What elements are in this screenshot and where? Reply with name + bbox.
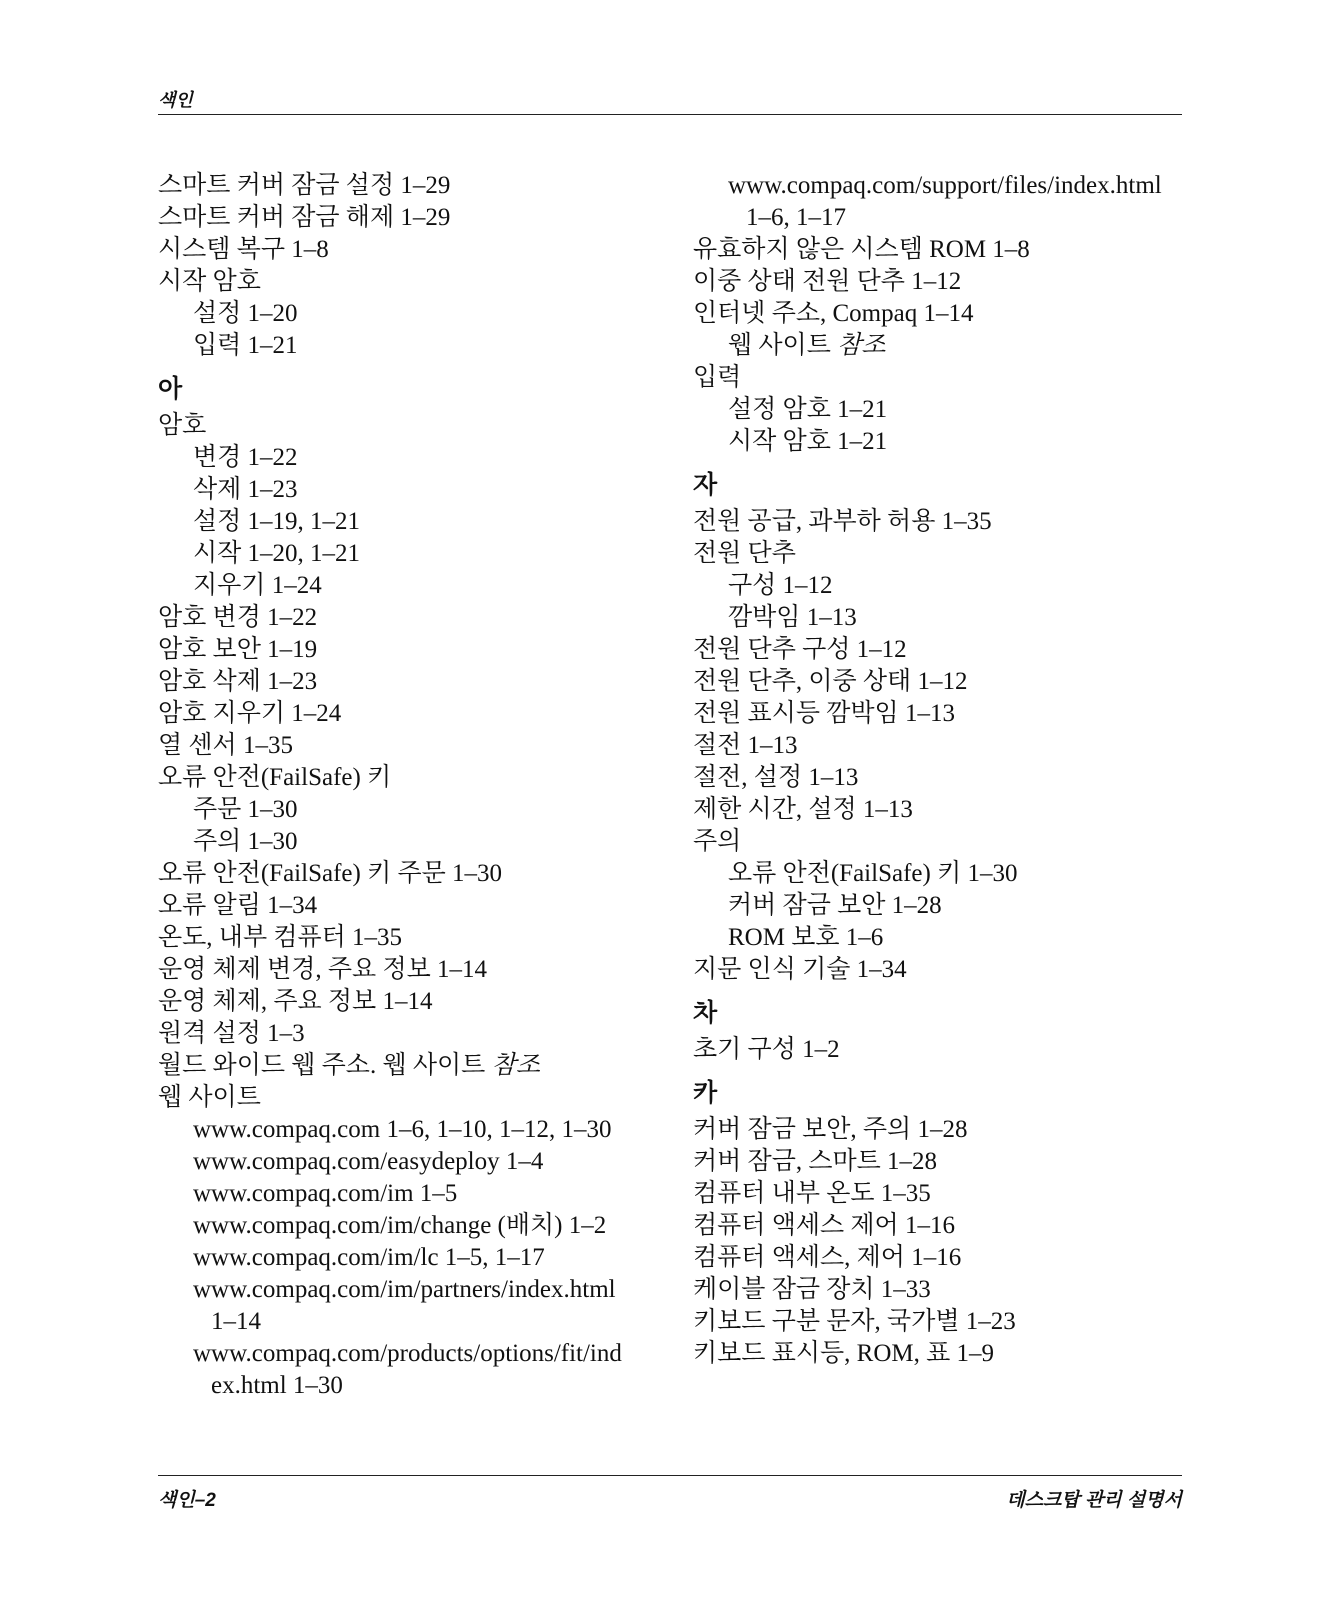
index-column-right	[693, 170, 1193, 1370]
index-subentry: www.compaq.com/im/lc 1–5, 1–17	[193, 1244, 545, 1271]
index-subentry: 시작 1–20, 1–21	[193, 540, 361, 567]
index-subentry: 깜박임 1–13	[728, 604, 857, 631]
index-entry: 전원 표시등 깜박임 1–13	[693, 700, 955, 727]
index-entry: 전원 단추, 이중 상태 1–12	[693, 668, 968, 695]
index-entry: 컴퓨터 액세스, 제어 1–16	[693, 1244, 962, 1271]
index-subentry: 주문 1–30	[193, 796, 298, 823]
index-entry: 원격 설정 1–3	[158, 1020, 305, 1047]
index-entry: 키보드 구분 문자, 국가별 1–23	[693, 1308, 1016, 1335]
section-heading: 카	[693, 1079, 718, 1107]
index-entry: 운영 체제, 주요 정보 1–14	[158, 988, 433, 1015]
index-subentry: 지우기 1–24	[193, 572, 322, 599]
footer-page-number: 색인–2	[158, 1490, 216, 1511]
index-subentry: www.compaq.com/easydeploy 1–4	[193, 1148, 544, 1175]
footer-book-title: 데스크탑 관리 설명서	[1006, 1490, 1182, 1511]
index-entry: 전원 공급, 과부하 허용 1–35	[693, 508, 992, 535]
section-heading: 차	[693, 999, 718, 1027]
index-entry: 암호 보안 1–19	[158, 636, 318, 663]
index-entry-text: 월드 와이드 웹 주소. 웹 사이트	[158, 1052, 492, 1079]
index-subentry	[693, 330, 1193, 362]
index-entry: 제한 시간, 설정 1–13	[693, 796, 913, 823]
index-entry: 전원 단추 구성 1–12	[693, 636, 907, 663]
index-subentry-continuation: ex.html 1–30	[211, 1372, 343, 1399]
index-subentry: 시작 암호 1–21	[728, 428, 888, 455]
index-subentry: www.compaq.com/im 1–5	[193, 1180, 458, 1207]
index-subentry: 주의 1–30	[193, 828, 298, 855]
index-entry: 초기 구성 1–2	[693, 1036, 840, 1063]
index-entry: 스마트 커버 잠금 설정 1–29	[158, 172, 451, 199]
index-subentry: 설정 1–19, 1–21	[193, 508, 361, 535]
index-entry: 절전 1–13	[693, 732, 798, 759]
page-header	[158, 84, 1182, 115]
index-subentry-text: 웹 사이트	[728, 332, 838, 359]
index-subentry: 설정 1–20	[193, 300, 298, 327]
index-subentry: ROM 보호 1–6	[728, 924, 884, 951]
index-entry: 스마트 커버 잠금 해제 1–29	[158, 204, 451, 231]
see-reference: 참조	[837, 332, 886, 359]
index-entry: 컴퓨터 액세스 제어 1–16	[693, 1212, 955, 1239]
index-entry: 암호 삭제 1–23	[158, 668, 318, 695]
index-subentry: 입력 1–21	[193, 332, 298, 359]
index-subentry: www.compaq.com 1–6, 1–10, 1–12, 1–30	[193, 1116, 612, 1143]
index-entry	[158, 1050, 658, 1082]
index-subentry: 설정 암호 1–21	[728, 396, 888, 423]
index-subentry: 삭제 1–23	[193, 476, 298, 503]
header-title: 색인	[158, 90, 193, 110]
index-subentry: www.compaq.com/products/options/fit/ind	[193, 1340, 622, 1367]
index-entry: 웹 사이트	[158, 1084, 261, 1111]
index-entry: 주의	[693, 828, 742, 855]
index-subentry: 커버 잠금 보안 1–28	[728, 892, 942, 919]
index-entry: 케이블 잠금 장치 1–33	[693, 1276, 931, 1303]
index-entry: 시작 암호	[158, 268, 261, 295]
index-entry: 입력	[693, 364, 742, 391]
index-entry: 유효하지 않은 시스템 ROM 1–8	[693, 236, 1030, 263]
index-subentry: www.compaq.com/im/partners/index.html	[193, 1276, 616, 1303]
index-entry: 온도, 내부 컴퓨터 1–35	[158, 924, 403, 951]
index-entry: 이중 상태 전원 단추 1–12	[693, 268, 962, 295]
section-heading: 자	[693, 471, 718, 499]
index-entry: 키보드 표시등, ROM, 표 1–9	[693, 1340, 995, 1367]
footer-divider	[158, 1475, 1182, 1476]
section-heading: 아	[158, 375, 183, 403]
index-entry: 오류 알림 1–34	[158, 892, 318, 919]
index-entry: 커버 잠금 보안, 주의 1–28	[693, 1116, 968, 1143]
index-entry: 지문 인식 기술 1–34	[693, 956, 907, 983]
index-entry: 암호 지우기 1–24	[158, 700, 342, 727]
see-reference: 참조	[491, 1052, 540, 1079]
index-subentry-continuation: 1–14	[211, 1308, 261, 1335]
index-entry: 암호	[158, 412, 207, 439]
index-subentry: 구성 1–12	[728, 572, 833, 599]
index-entry: 전원 단추	[693, 540, 796, 567]
index-entry: 암호 변경 1–22	[158, 604, 318, 631]
index-entry: 오류 안전(FailSafe) 키	[158, 764, 392, 791]
index-subentry: www.compaq.com/support/files/index.html	[728, 172, 1162, 199]
index-entry: 시스템 복구 1–8	[158, 236, 329, 263]
index-entry: 인터넷 주소, Compaq 1–14	[693, 300, 974, 327]
index-entry: 오류 안전(FailSafe) 키 주문 1–30	[158, 860, 503, 887]
index-subentry: 변경 1–22	[193, 444, 298, 471]
index-entry: 운영 체제 변경, 주요 정보 1–14	[158, 956, 488, 983]
index-column-left	[158, 170, 658, 1402]
index-entry: 커버 잠금, 스마트 1–28	[693, 1148, 938, 1175]
index-subentry: 오류 안전(FailSafe) 키 1–30	[728, 860, 1018, 887]
index-subentry: www.compaq.com/im/change (배치) 1–2	[193, 1212, 607, 1239]
index-subentry-continuation: 1–6, 1–17	[746, 204, 846, 231]
index-entry: 컴퓨터 내부 온도 1–35	[693, 1180, 931, 1207]
index-entry: 절전, 설정 1–13	[693, 764, 859, 791]
index-entry: 열 센서 1–35	[158, 732, 293, 759]
